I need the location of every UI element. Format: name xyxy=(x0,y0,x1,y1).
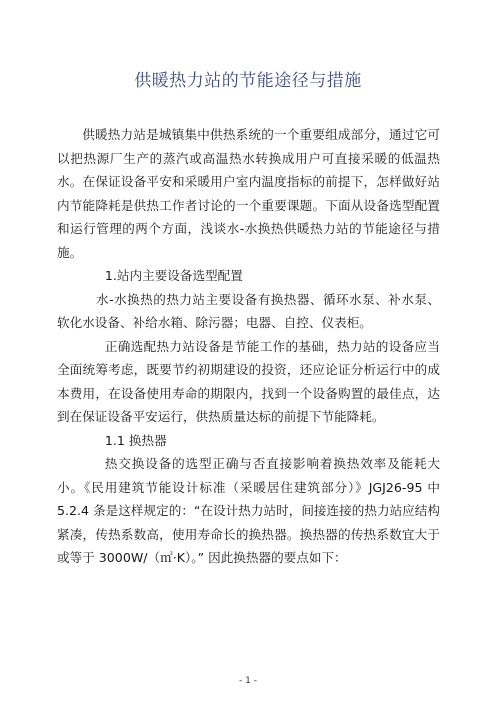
section-heading-1-1: 1.1 换热器 xyxy=(104,432,167,448)
document-title: 供暖热力站的节能途径与措施 xyxy=(134,71,362,91)
paragraph-heat-exchanger: 热交换设备的选型正确与否直接影响着换热效率及能耗大小。《民用建筑节能设计标准（采暖居住建筑部分）》JGJ26-95 中 5.2.4 条是这样规定的：“在设计热力站时，间接连接的热力站应结构紧凑，传热系数高，使用寿命长的换热器。换热器的传热系数宜大于或等于 3000W/（㎡·K）。” 因此换热器的要点如下： xyxy=(57,456,440,565)
document-body xyxy=(57,123,440,570)
section-heading-1: 1.站内主要设备选型配置 xyxy=(104,268,243,283)
paragraph-intro: 供暖热力站是城镇集中供热系统的一个重要组成部分，通过它可以把热源厂生产的蒸汽或高温热水转换成用户可直接采暖的低温热水。在保证设备平安和采暖用户室内温度指标的前提下，怎样做好站内节能降耗是供热工作者讨论的一个重要课题。下面从设备选型配置和运行管理的两个方面，浅谈水-水换热供暖热力站的节能途径与措施。 xyxy=(57,127,440,260)
paragraph-equipment-list: 水-水换热的热力站主要设备有换热器、循环水泵、补水泵、软化水设备、补给水箱、除污器；电器、自控、仪表柜。 xyxy=(57,291,440,330)
paragraph-equipment-selection: 正确选配热力站设备是节能工作的基础，热力站的设备应当全面统筹考虑，既要节约初期建设的投资，还应论证分析运行中的成本费用，在设备使用寿命的期限内，找到一个设备购置的最佳点，达到在保证设备平安运行，供热质量达标的前提下节能降耗。 xyxy=(57,338,440,424)
page-number: - 1 - xyxy=(239,676,257,686)
